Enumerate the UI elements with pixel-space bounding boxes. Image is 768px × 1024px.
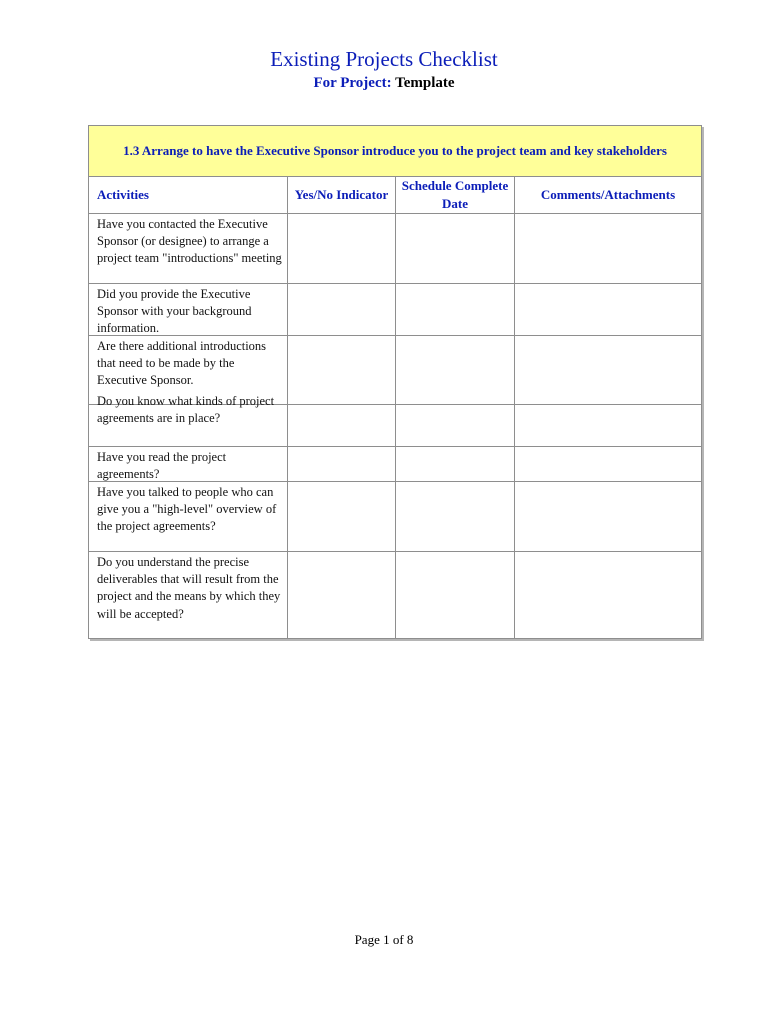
activity-cell: Are there additional introductions that need to be made by the Executive Sponsor.: [97, 339, 267, 388]
document-title: Existing Projects Checklist: [270, 47, 498, 71]
schedule-date-cell[interactable]: [396, 482, 515, 552]
activity-cell: Do you know what kinds of project agreements are in place?: [97, 394, 275, 426]
column-header-comments: Comments/Attachments: [515, 177, 702, 214]
yes-no-cell[interactable]: [288, 284, 396, 336]
subtitle-value: Template: [395, 75, 455, 91]
yes-no-cell[interactable]: [288, 336, 396, 405]
yes-no-cell[interactable]: [288, 405, 396, 447]
checklist-table: [88, 125, 702, 639]
column-header-activities: Activities: [89, 177, 288, 214]
comments-cell[interactable]: [515, 405, 702, 447]
comments-cell[interactable]: [515, 214, 702, 284]
column-header-yes-no: Yes/No Indicator: [288, 177, 396, 214]
comments-cell[interactable]: [515, 482, 702, 552]
comments-cell[interactable]: [515, 336, 702, 405]
schedule-date-cell[interactable]: [396, 447, 515, 482]
column-header-row: [89, 177, 702, 214]
page-number: Page 1 of 8: [354, 932, 414, 947]
yes-no-cell[interactable]: [288, 482, 396, 552]
yes-no-cell[interactable]: [288, 552, 396, 639]
activity-cell: Have you read the project agreements?: [97, 450, 227, 482]
comments-cell[interactable]: [515, 552, 702, 639]
section-heading: 1.3 Arrange to have the Executive Sponsor introduce you to the project team and key stakeholders: [89, 126, 702, 177]
table-row: [89, 552, 702, 639]
table-row: [89, 447, 702, 482]
activity-cell: Have you contacted the Executive Sponsor (or designee) to arrange a project team "introductions" meeting: [97, 217, 282, 266]
yes-no-cell[interactable]: [288, 214, 396, 284]
schedule-date-cell[interactable]: [396, 214, 515, 284]
subtitle-label: For Project:: [313, 75, 392, 91]
comments-cell[interactable]: [515, 284, 702, 336]
schedule-date-cell[interactable]: [396, 405, 515, 447]
table-row: [89, 405, 702, 447]
column-header-schedule-date: Schedule Complete Date: [396, 177, 515, 214]
table-row: [89, 482, 702, 552]
activity-cell: Did you provide the Executive Sponsor with your background information.: [97, 287, 252, 336]
yes-no-cell[interactable]: [288, 447, 396, 482]
activity-cell: Have you talked to people who can give you a "high-level" overview of the project agreements?: [97, 485, 277, 534]
schedule-date-cell[interactable]: [396, 284, 515, 336]
table-row: [89, 214, 702, 284]
schedule-date-cell[interactable]: [396, 336, 515, 405]
section-heading-row: [89, 126, 702, 177]
document-subtitle: [0, 73, 768, 93]
activity-cell: Do you understand the precise deliverables that will result from the project and the means by which they will be accepted?: [97, 555, 281, 621]
table-row: [89, 284, 702, 336]
schedule-date-cell[interactable]: [396, 552, 515, 639]
comments-cell[interactable]: [515, 447, 702, 482]
